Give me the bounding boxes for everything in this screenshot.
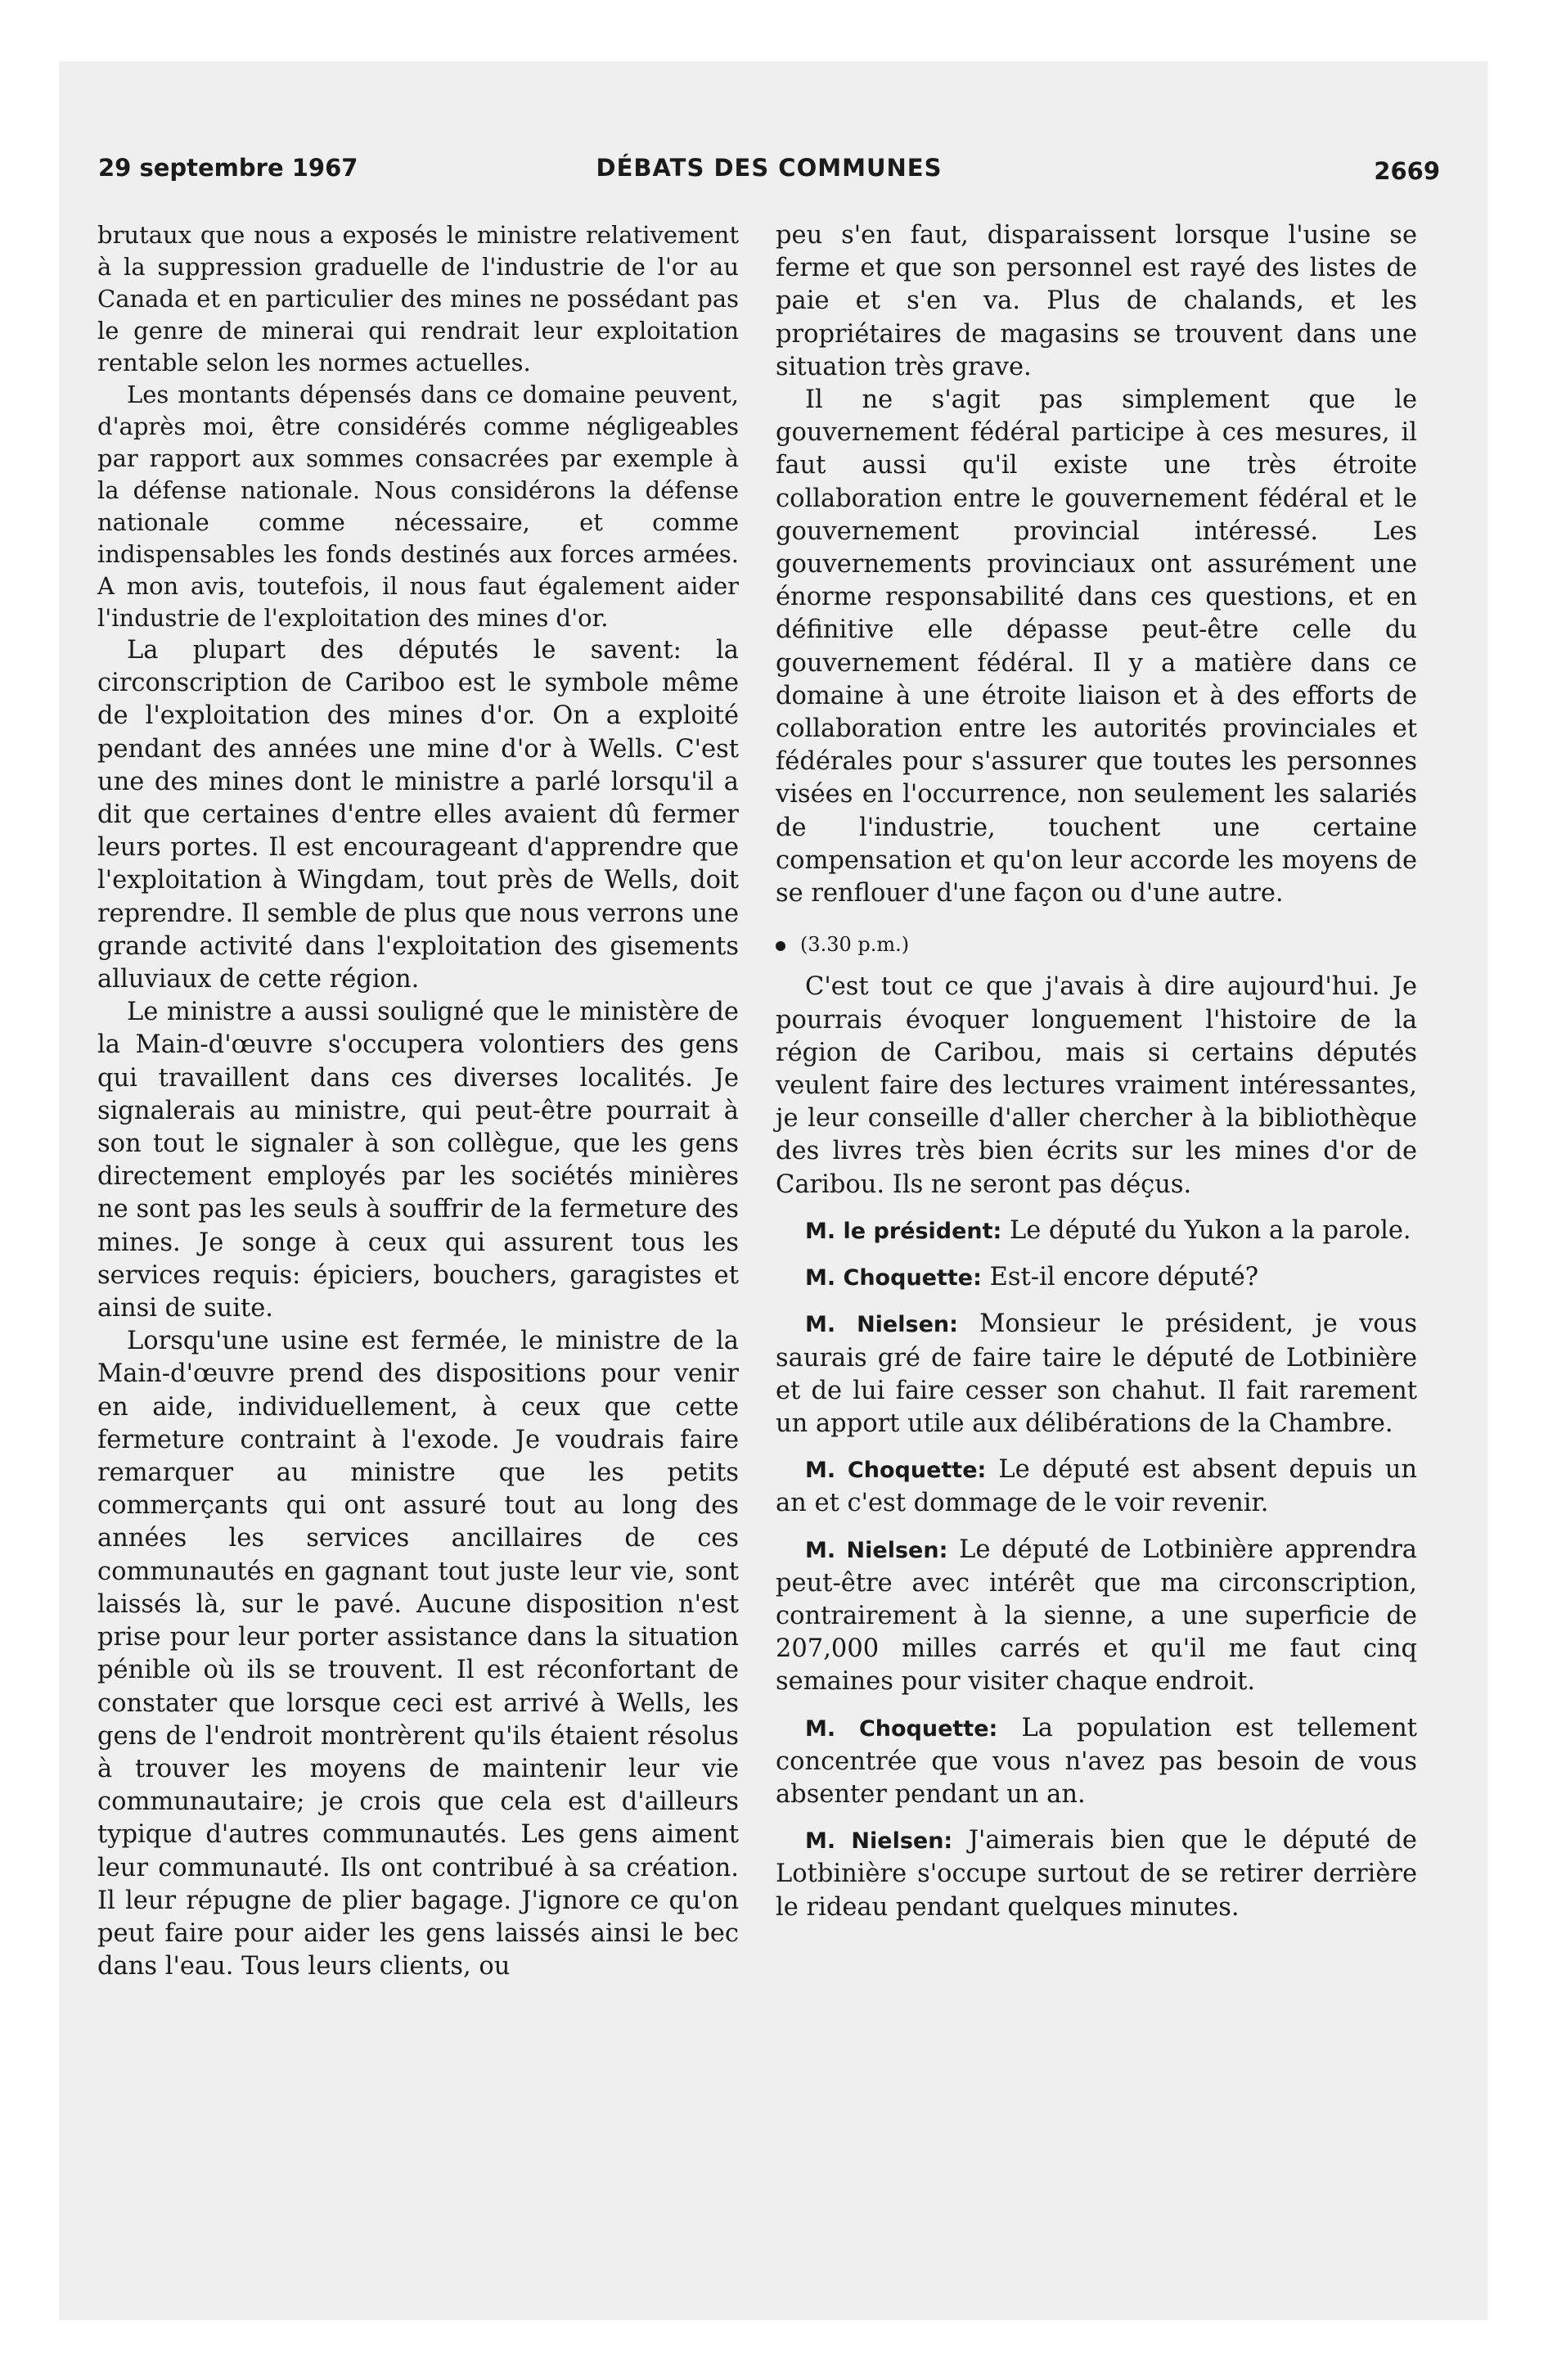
paragraph: Les montants dépensés dans ce domaine peuvent, d'après moi, être considérés comme négligeables par rapport aux sommes consacrées par exemple à la défense nationale. Nous considérons la défense nationale comme nécessaire, et comme indispensables les fonds destinés aux forces armées. A mon avis, toutefois, il nous faut également aider l'industrie de l'exploitation des mines d'or. bbox=[97, 381, 739, 632]
bullet-icon bbox=[776, 941, 785, 951]
speech-text: J'aimerais bien que le député de Lotbinière s'occupe surtout de se retirer derrière le rideau pendant quelques minutes. bbox=[776, 1826, 1417, 1922]
page-number: 2669 bbox=[1374, 157, 1440, 185]
speaker-name: M. Choquette: bbox=[805, 1458, 987, 1484]
speech bbox=[776, 1308, 1417, 1440]
speech-text: La population est tellement concentrée que vous n'avez pas besoin de vous absenter pendant un an. bbox=[776, 1713, 1417, 1809]
paragraph: brutaux que nous a exposés le ministre relativement à la suppression graduelle de l'industrie de l'or au Canada et en particulier des mines ne possédant pas le genre de minerai qui rendrait leur exploitation rentable selon les normes actuelles. bbox=[97, 221, 739, 376]
paragraph: Il ne s'agit pas simplement que le gouvernement fédéral participe à ces mesures, il faut aussi qu'il existe une très étroite collaboration entre le gouvernement fédéral et le gouvernement provincial intéressé. Les gouvernements provinciaux ont assurément une énorme responsabilité dans ces questions, et en définitive elle dépasse peut-être celle du gouvernement fédéral. Il y a matière dans ce domaine à une étroite liaison et à des efforts de collaboration entre les autorités provinciales et fédérales pour s'assurer que toutes les personnes visées en l'occurrence, non seulement les salariés de l'industrie, touchent une certaine compensation et qu'on leur accorde les moyens de se renflouer d'une façon ou d'une autre. bbox=[776, 385, 1417, 908]
speech-text: Le député est absent depuis un an et c'est dommage de le voir revenir. bbox=[776, 1455, 1417, 1518]
speech bbox=[776, 1712, 1417, 1812]
paragraph: Le ministre a aussi souligné que le ministère de la Main-d'œuvre s'occupera volontiers des gens qui travaillent dans ces diverses localités. Je signalerais au ministre, qui peut-être pourrait à son tout le signaler à son collègue, que les gens directement employés par les sociétés minières ne sont pas les seuls à souffrir de la fermeture des mines. Je songe à ceux qui assurent tous les services requis: épiciers, bouchers, garagistes et ainsi de suite. bbox=[97, 998, 739, 1323]
paragraph: La plupart des députés le savent: la circonscription de Cariboo est le symbole même de l'exploitation des mines d'or. On a exploité pendant des années une mine d'or à Wells. C'est une des mines dont le ministre a parlé lorsqu'il a dit que certaines d'entre elles avaient dû fermer leurs portes. Il est encourageant d'apprendre que l'exploitation à Wingdam, tout près de Wells, doit reprendre. Il semble de plus que nous verrons une grande activité dans l'exploitation des gisements alluviaux de cette région. bbox=[97, 636, 739, 994]
header-date: 29 septembre 1967 bbox=[98, 154, 358, 182]
speaker-name: M. Choquette: bbox=[805, 1265, 982, 1291]
time-text: (3.30 p.m.) bbox=[800, 933, 910, 957]
speaker-name: M. Nielsen: bbox=[805, 1312, 958, 1338]
right-column bbox=[776, 219, 1417, 1924]
speaker-name: M. Nielsen: bbox=[805, 1828, 953, 1855]
speech-text: Monsieur le président, je vous saurais gré de faire taire le député de Lotbinière et de lui faire cesser son chahut. Il fait rarement un apport utile aux délibérations de la Chambre. bbox=[776, 1309, 1417, 1438]
speaker-name: M. Nielsen: bbox=[805, 1537, 948, 1563]
left-column bbox=[97, 219, 739, 1983]
paragraph: C'est tout ce que j'avais à dire aujourd'hui. Je pourrais évoquer longuement l'histoire de la région de Caribou, mais si certains députés veulent faire des lectures vraiment intéressantes, je leur conseille d'aller chercher à la bibliothèque des livres très bien écrits sur les mines d'or de Caribou. Ils ne seront pas déçus. bbox=[776, 972, 1417, 1199]
speaker-name: M. le président: bbox=[805, 1218, 1002, 1244]
speech bbox=[776, 1261, 1417, 1295]
speech-text: Le député du Yukon a la parole. bbox=[1010, 1215, 1411, 1245]
speaker-name: M. Choquette: bbox=[805, 1715, 998, 1742]
speech bbox=[776, 1215, 1417, 1248]
speech bbox=[776, 1454, 1417, 1520]
speech-text: Est-il encore député? bbox=[989, 1263, 1259, 1292]
paragraph: peu s'en faut, disparaissent lorsque l'usine se ferme et que son personnel est rayé des listes de paie et s'en va. Plus de chalands, et les propriétaires de magasins se trouvent dans une situation très grave. bbox=[776, 221, 1417, 381]
speech-text: Le député de Lotbinière apprendra peut-être avec intérêt que ma circonscription, contrairement à la sienne, a une superficie de 207,000 milles carrés et qu'il me faut cinq semaines pour visiter chaque endroit. bbox=[776, 1535, 1417, 1697]
page-header bbox=[98, 154, 1440, 200]
speech bbox=[776, 1824, 1417, 1924]
paragraph: Lorsqu'une usine est fermée, le ministre de la Main-d'œuvre prend des dispositions pour venir en aide, individuellement, à ceux que cette fermeture contraint à l'exode. Je voudrais faire remarquer au ministre que les petits commerçants qui ont assuré tout au long des années les services ancillaires de ces communautés en gagnant tout juste leur vie, sont laissés là, sur le pavé. Aucune disposition n'est prise pour leur porter assistance dans la situation pénible où ils se trouvent. Il est réconfortant de constater que lorsque ceci est arrivé à Wells, les gens de l'endroit montrèrent qu'ils étaient résolus à trouver les moyens de maintenir leur vie communautaire; je crois que cela est d'ailleurs typique d'autres communautés. Les gens aiment leur communauté. Ils ont contribué à sa création. Il leur répugne de plier bagage. J'ignore ce qu'on peut faire pour aider les gens laissés ainsi le bec dans l'eau. Tous leurs clients, ou bbox=[97, 1327, 739, 1981]
header-title: DÉBATS DES COMMUNES bbox=[596, 154, 943, 182]
speech bbox=[776, 1534, 1417, 1699]
time-marker bbox=[776, 928, 1417, 961]
